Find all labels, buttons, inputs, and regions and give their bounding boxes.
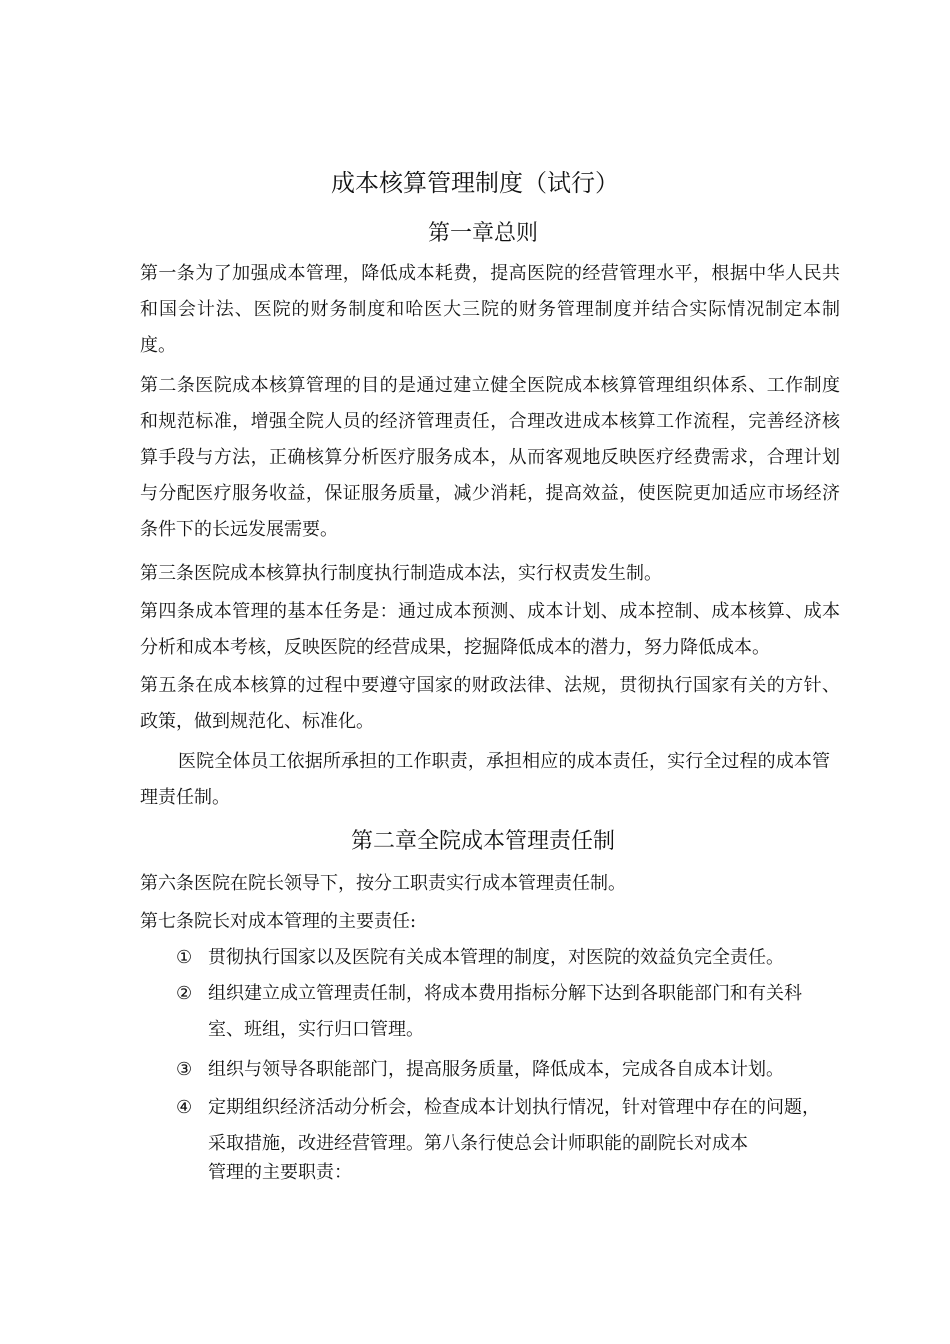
item-text: 组织与领导各职能部门，提高服务质量，降低成本，完成各自成本计划。	[208, 1059, 784, 1080]
list-item	[176, 1052, 826, 1088]
list-item	[176, 976, 826, 1048]
article-6: 第六条医院在院长领导下，按分工职责实行成本管理责任制。	[140, 873, 626, 894]
chapter-2-heading: 第二章全院成本管理责任制	[350, 829, 615, 854]
item-number: ③	[176, 1059, 193, 1080]
item-number: ④	[176, 1097, 193, 1118]
document-title: 成本核算管理制度（试行）	[331, 169, 619, 197]
article-1: 第一条为了加强成本管理，降低成本耗费，提高医院的经营管理水平，根据中华人民共和国会计法、医院的财务制度和哈医大三院的财务管理制度并结合实际情况制定本制度。	[140, 263, 840, 356]
article-2: 第二条医院成本核算管理的目的是通过建立健全医院成本核算管理组织体系、工作制度和规范标准，增强全院人员的经济管理责任，合理改进成本核算工作流程，完善经济核算手段与方法，正确核算分析医疗服务成本，从而客观地反映医疗经费需求，合理计划与分配医疗服务收益，保证服务质量，减少消耗，提高效益，使医院更加适应市场经济条件下的长远发展需要。	[140, 375, 840, 540]
article-3: 第三条医院成本核算执行制度执行制造成本法，实行权责发生制。	[140, 563, 662, 584]
article-5: 第五条在成本核算的过程中要遵守国家的财政法律、法规，贯彻执行国家有关的方针、政策，做到规范化、标准化。	[140, 675, 840, 732]
item-text-continuation: 管理的主要职责：	[208, 1162, 352, 1183]
article-5-paragraph-2: 医院全体员工依据所承担的工作职责，承担相应的成本责任，实行全过程的成本管理责任制。	[140, 751, 830, 808]
item-number: ②	[176, 983, 193, 1004]
item-number: ①	[176, 947, 193, 968]
list-item	[176, 940, 826, 976]
article-4: 第四条成本管理的基本任务是：通过成本预测、成本计划、成本控制、成本核算、成本分析和成本考核，反映医院的经营成果，挖掘降低成本的潜力，努力降低成本。	[140, 601, 840, 658]
item-text: 贯彻执行国家以及医院有关成本管理的制度，对医院的效益负完全责任。	[208, 947, 784, 968]
item-text: 定期组织经济活动分析会，检查成本计划执行情况，针对管理中存在的问题，采取措施，改进经营管理。第八条行使总会计师职能的副院长对成本	[208, 1097, 820, 1154]
list-item	[176, 1090, 826, 1184]
article-7: 第七条院长对成本管理的主要责任:	[140, 911, 417, 932]
item-text: 组织建立成立管理责任制，将成本费用指标分解下达到各职能部门和有关科室、班组，实行归口管理。	[208, 983, 802, 1040]
chapter-1-heading: 第一章总则	[427, 221, 538, 246]
